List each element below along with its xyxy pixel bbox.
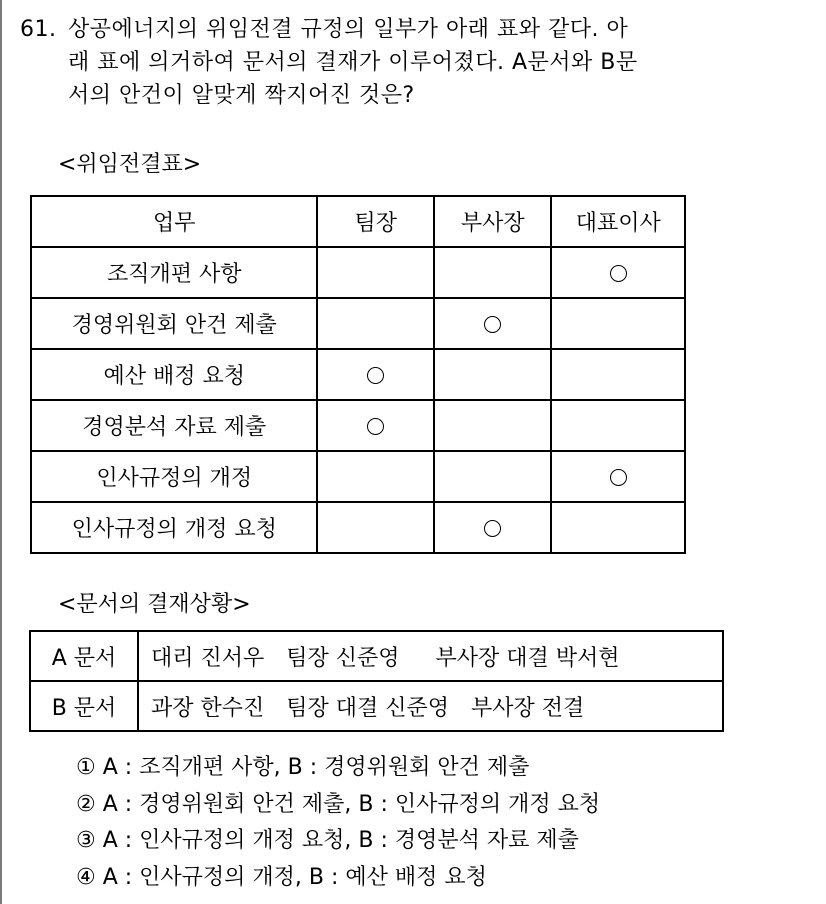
mark-cell <box>551 298 685 349</box>
table-row <box>31 502 685 553</box>
circle-mark-icon <box>484 316 501 333</box>
mark-cell <box>551 451 685 502</box>
delegation-table-title: <위임전결표> <box>58 152 202 177</box>
mark-cell <box>317 400 434 451</box>
choice-1[interactable]: ① A : 조직개편 사항, B : 경영위원회 안건 제출 <box>76 755 530 780</box>
approval-chain <box>138 681 723 731</box>
mark-cell <box>317 349 434 400</box>
mark-cell <box>317 298 434 349</box>
document-label: A 문서 <box>30 631 138 681</box>
mark-cell <box>317 247 434 298</box>
mark-cell <box>434 349 551 400</box>
delegation-table <box>30 195 686 554</box>
mark-cell <box>317 502 434 553</box>
task-cell: 조직개편 사항 <box>31 247 317 298</box>
choice-2[interactable]: ② A : 경영위원회 안건 제출, B : 인사규정의 개정 요청 <box>76 791 601 817</box>
approval-step: 과장 한수진 <box>151 695 265 721</box>
header-task: 업무 <box>31 196 317 247</box>
question-line-2: 래 표에 의거하여 문서의 결재가 이루어졌다. A문서와 B문 <box>68 50 638 75</box>
circle-mark-icon <box>610 469 627 486</box>
mark-cell <box>551 349 685 400</box>
question-line-1 <box>20 13 800 46</box>
approval-step: 대리 진서우 <box>151 645 265 671</box>
table-row <box>31 247 685 298</box>
mark-cell <box>434 400 551 451</box>
table-row <box>30 681 723 731</box>
mark-cell <box>434 247 551 298</box>
question-stem <box>20 13 800 112</box>
mark-cell <box>551 400 685 451</box>
question-text-1: 상공에너지의 위임전결 규정의 일부가 아래 표와 같다. 아 <box>68 17 629 42</box>
approval-step: 부사장 대결 박서현 <box>435 645 620 671</box>
mark-cell <box>434 451 551 502</box>
choice-4[interactable]: ④ A : 인사규정의 개정, B : 예산 배정 요청 <box>76 864 487 890</box>
table-row <box>31 298 685 349</box>
task-cell: 인사규정의 개정 요청 <box>31 502 317 553</box>
approval-step: 팀장 대결 신준영 <box>286 695 450 721</box>
table-row <box>30 631 723 681</box>
question-number: 61. <box>20 17 57 42</box>
header-team-lead: 팀장 <box>317 196 434 247</box>
page-left-border <box>0 0 2 904</box>
mark-cell <box>551 502 685 553</box>
document-label: B 문서 <box>30 681 138 731</box>
choice-3[interactable]: ③ A : 인사규정의 개정 요청, B : 경영분석 자료 제출 <box>76 828 579 853</box>
approval-status-table <box>29 630 724 732</box>
table-header-row <box>31 196 685 247</box>
table-row <box>31 400 685 451</box>
task-cell: 경영분석 자료 제출 <box>31 400 317 451</box>
header-ceo: 대표이사 <box>551 196 685 247</box>
table-row <box>31 451 685 502</box>
mark-cell <box>317 451 434 502</box>
task-cell: 인사규정의 개정 <box>31 451 317 502</box>
circle-mark-icon <box>610 265 627 282</box>
task-cell: 경영위원회 안건 제출 <box>31 298 317 349</box>
task-cell: 예산 배정 요청 <box>31 349 317 400</box>
circle-mark-icon <box>484 520 501 537</box>
circle-mark-icon <box>367 418 384 435</box>
mark-cell <box>434 298 551 349</box>
question-line-3: 서의 안건이 알맞게 짝지어진 것은? <box>68 83 415 108</box>
header-vice-president: 부사장 <box>434 196 551 247</box>
mark-cell <box>551 247 685 298</box>
approval-step: 부사장 전결 <box>471 695 585 721</box>
approval-table-title: <문서의 결재상황> <box>58 592 251 617</box>
table-row <box>31 349 685 400</box>
circle-mark-icon <box>367 367 384 384</box>
mark-cell <box>434 502 551 553</box>
answer-choices <box>76 750 600 896</box>
approval-chain <box>138 631 723 681</box>
approval-step: 팀장 신준영 <box>286 645 400 671</box>
